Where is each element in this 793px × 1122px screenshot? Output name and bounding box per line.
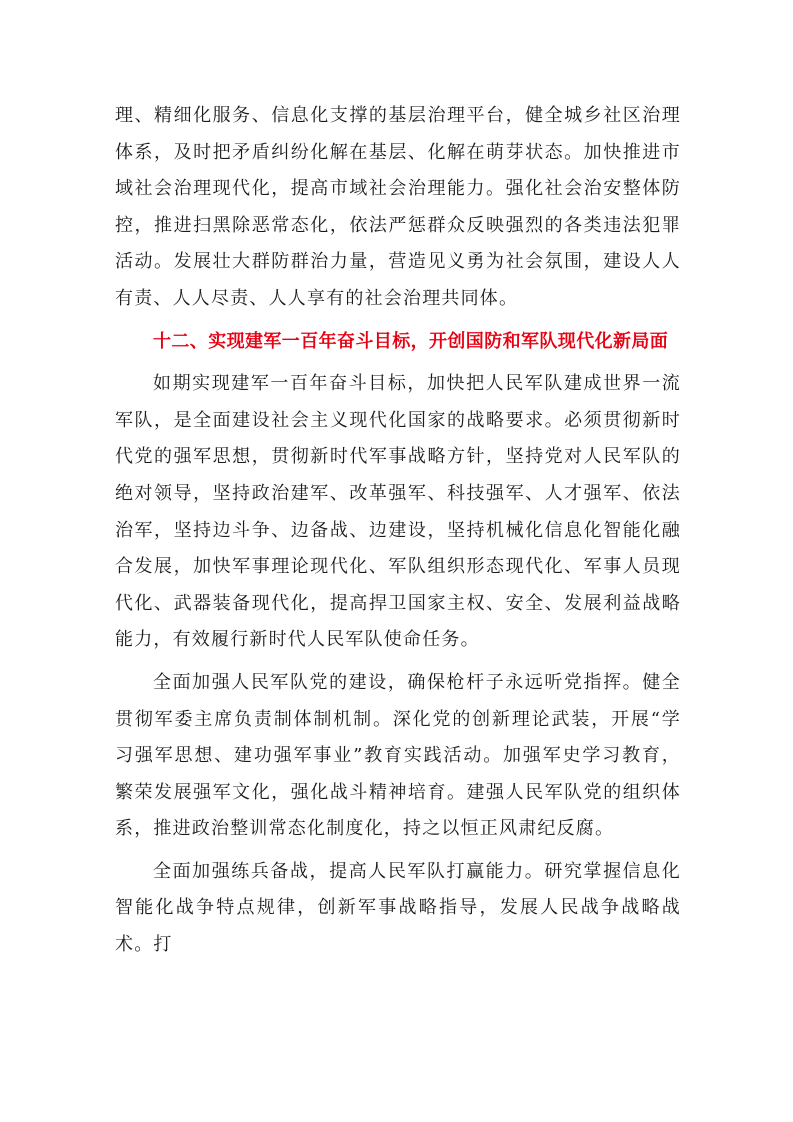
paragraph-army-centenary-goal: 如期实现建军一百年奋斗目标，加快把人民军队建成世界一流军队，是全面建设社会主义现代化国家的战略要求。必须贯彻新时代党的强军思想，贯彻新时代军事战略方针，坚持党对人民军队的绝对领导，坚持政治建军、改革强军、科技强军、人才强军、依法治军，坚持边斗争、边备战、边建设，坚持机械化信息化智能化融合发展，加快军事理论现代化、军队组织形态现代化、军事人员现代化、武器装备现代化，提高捍卫国家主权、安全、发展利益战略能力，有效履行新时代人民军队使命任务。 [115,373,681,651]
section-heading-twelve: 十二、实现建军一百年奋斗目标，开创国防和军队现代化新局面 [153,330,669,352]
paragraph-party-building: 全面加强人民军队党的建设，确保枪杆子永远听党指挥。健全贯彻军委主席负责制体制机制。深化党的创新理论武装，开展“学习强军思想、建功强军事业”教育实践活动。加强军史学习教育，繁荣发展强军文化，强化战斗精神培育。建强人民军队党的组织体系，推进政治整训常态化制度化，持之以恒正风肃纪反腐。 [115,671,681,840]
paragraph-training-preparedness: 全面加强练兵备战，提高人民军队打赢能力。研究掌握信息化智能化战争特点规律，创新军事战略指导，发展人民战争战略战术。打 [115,860,681,956]
document-body [115,98,681,964]
paragraph-social-governance: 理、精细化服务、信息化支撑的基层治理平台，健全城乡社区治理体系，及时把矛盾纠纷化解在基层、化解在萌芽状态。加快推进市域社会治理现代化，提高市域社会治理能力。强化社会治安整体防控，推进扫黑除恶常态化，依法严惩群众反映强烈的各类违法犯罪活动。发展壮大群防群治力量，营造见义勇为社会氛围，建设人人有责、人人尽责、人人享有的社会治理共同体。 [115,105,681,309]
